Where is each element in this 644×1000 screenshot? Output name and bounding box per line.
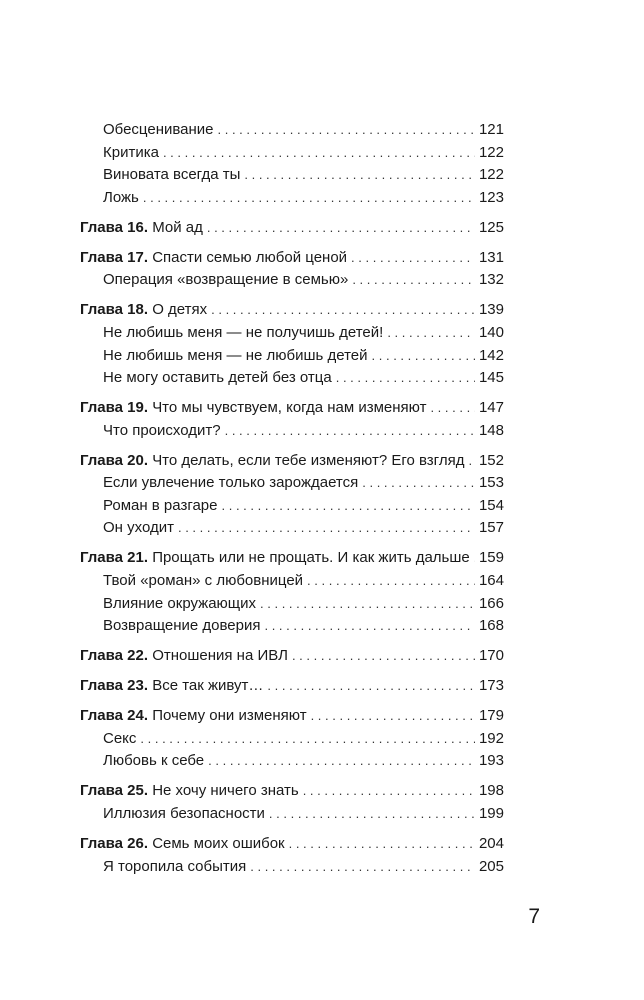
toc-section-entry [80, 517, 504, 540]
toc-page-number: 132 [478, 271, 504, 289]
dot-leader [143, 187, 475, 210]
toc-chapter-entry [80, 217, 504, 240]
toc-page-number: 145 [478, 369, 504, 387]
toc-entry-title: Влияние окружающих [103, 594, 257, 612]
toc-entry-text [80, 397, 426, 420]
chapter-label: Глава 23. [80, 677, 149, 695]
toc-entry-title: Секс [103, 729, 137, 747]
toc-section-entry [80, 593, 504, 616]
toc-chapter-entry [80, 705, 504, 728]
dot-leader [307, 570, 475, 593]
toc-entry-title: Семь моих ошибок [152, 834, 285, 852]
toc-entry-title: Что делать, если тебе изменяют? Его взгляд [152, 451, 465, 469]
toc-entry-text [103, 472, 358, 495]
dot-leader [269, 803, 475, 826]
dot-leader [289, 833, 475, 856]
toc-entry-text [103, 367, 332, 390]
toc-entry-text [103, 142, 159, 165]
chapter-label: Глава 24. [80, 707, 149, 725]
toc-entry-title: Твой «роман» с любовницей [103, 572, 304, 590]
toc-entry-text [103, 345, 368, 368]
toc-entry-title: Не любишь меня — не получишь детей! [103, 323, 384, 341]
toc-entry-text [103, 269, 348, 292]
toc-section-entry [80, 367, 504, 390]
toc-section-entry [80, 119, 504, 142]
toc-section-entry [80, 164, 504, 187]
toc-page-number: 199 [478, 804, 504, 822]
dot-leader [163, 142, 475, 165]
dot-leader [351, 247, 475, 270]
toc-entry-text [80, 833, 285, 856]
toc-section-entry [80, 495, 504, 518]
toc-page-number: 164 [478, 572, 504, 590]
toc-entry-title: Иллюзия безопасности [103, 804, 265, 822]
toc-entry-text [80, 217, 203, 240]
dot-leader [430, 397, 475, 420]
toc-entry-title: Критика [103, 143, 159, 161]
toc-chapter-entry [80, 780, 504, 803]
toc-page-number: 121 [478, 121, 504, 138]
toc-chapter-entry [80, 247, 504, 270]
toc-entry-text [103, 750, 204, 773]
dot-leader [352, 269, 475, 292]
toc-entry-text [103, 728, 136, 751]
toc-entry-text [103, 570, 303, 593]
toc-entry-title: О детях [152, 301, 208, 319]
toc-page-number: 147 [478, 399, 504, 417]
toc-entry-text [103, 164, 240, 187]
toc-page-number: 131 [478, 248, 504, 266]
toc-entry-text [103, 119, 214, 142]
toc-entry-title: Обесценивание [103, 121, 214, 138]
toc-entry-title: Виновата всегда ты [103, 166, 241, 184]
toc-page-number: 140 [478, 323, 504, 341]
dot-leader [303, 780, 475, 803]
dot-leader [468, 450, 475, 473]
chapter-label: Глава 16. [80, 218, 149, 236]
toc-chapter-entry [80, 397, 504, 420]
toc-page-number: 122 [478, 143, 504, 161]
toc-entry-title: Мой ад [152, 218, 203, 236]
dot-leader [362, 472, 475, 495]
toc-entry-title: Что происходит? [103, 421, 221, 439]
toc-page-number: 198 [478, 782, 504, 800]
toc-page-number: 168 [478, 617, 504, 635]
toc-entry-text [80, 675, 263, 698]
toc-section-entry [80, 570, 504, 593]
toc-entry-text [103, 322, 383, 345]
dot-leader [222, 495, 475, 518]
toc-page-number: 139 [478, 301, 504, 319]
chapter-label: Глава 19. [80, 399, 149, 417]
toc-entry-title: Что мы чувствуем, когда нам изменяют [152, 399, 427, 417]
toc-chapter-entry [80, 675, 504, 698]
toc-entry-text [80, 547, 470, 570]
toc-page-number: 123 [478, 188, 504, 206]
toc-page-number: 157 [478, 519, 504, 537]
toc-entry-title: Почему они изменяют [152, 707, 307, 725]
toc-page-number: 122 [478, 166, 504, 184]
toc-entry-text [103, 495, 218, 518]
toc-entry-text [80, 247, 347, 270]
toc-page-number: 179 [478, 707, 504, 725]
toc-section-entry [80, 803, 504, 826]
chapter-label: Глава 25. [80, 782, 149, 800]
toc-entry-title: Не любишь меня — не любишь детей [103, 346, 368, 364]
toc-entry-title: Все так живут… [152, 677, 264, 695]
dot-leader [208, 750, 475, 773]
chapter-label: Глава 21. [80, 549, 149, 567]
dot-leader [264, 615, 474, 638]
page-number: 7 [528, 905, 540, 928]
toc-section-entry [80, 269, 504, 292]
dot-leader [260, 593, 475, 616]
toc-entry-text [103, 615, 260, 638]
toc-chapter-entry [80, 547, 504, 570]
toc-entry-text [103, 517, 174, 540]
toc-page-number: 142 [478, 346, 504, 364]
toc-chapter-entry [80, 450, 504, 473]
toc-page-number: 154 [478, 496, 504, 514]
toc-section-entry [80, 187, 504, 210]
chapter-label: Глава 22. [80, 647, 149, 665]
toc-entry-title: Возвращение доверия [103, 617, 261, 635]
toc-page-number: 173 [478, 677, 504, 695]
toc-page-number: 152 [478, 451, 504, 469]
toc-page-number: 166 [478, 594, 504, 612]
toc-section-entry [80, 856, 504, 879]
toc-page-number: 192 [478, 729, 504, 747]
toc-entry-title: Прощать или не прощать. И как жить дальше [152, 549, 470, 567]
toc-section-entry [80, 472, 504, 495]
toc-page-number: 125 [478, 218, 504, 236]
toc-entry-title: Ложь [103, 188, 139, 206]
toc-entry-text [80, 780, 299, 803]
dot-leader [178, 517, 475, 540]
toc-entry-title: Любовь к себе [103, 752, 205, 770]
toc-section-entry [80, 420, 504, 443]
toc-entry-text [80, 299, 207, 322]
toc-entry-text [80, 645, 288, 668]
toc-page-number: 193 [478, 752, 504, 770]
toc-section-entry [80, 322, 504, 345]
dot-leader [250, 856, 475, 879]
toc-entry-text [103, 187, 139, 210]
dot-leader [387, 322, 475, 345]
toc-page-number: 170 [478, 647, 504, 665]
dot-leader [244, 164, 475, 187]
dot-leader [211, 299, 475, 322]
toc-entry-text [103, 593, 256, 616]
table-of-contents [80, 119, 504, 878]
toc-section-entry [80, 142, 504, 165]
toc-entry-title: Если увлечение только зарождается [103, 474, 359, 492]
toc-page-number: 148 [478, 421, 504, 439]
toc-entry-text [103, 856, 246, 879]
toc-entry-title: Отношения на ИВЛ [152, 647, 288, 665]
toc-section-entry [80, 345, 504, 368]
toc-chapter-entry [80, 645, 504, 668]
dot-leader [292, 645, 475, 668]
toc-chapter-entry [80, 833, 504, 856]
toc-section-entry [80, 750, 504, 773]
toc-entry-text [103, 420, 221, 443]
dot-leader [267, 675, 475, 698]
toc-chapter-entry [80, 299, 504, 322]
toc-entry-title: Он уходит [103, 519, 174, 537]
dot-leader [207, 217, 475, 240]
toc-section-entry [80, 728, 504, 751]
toc-entry-text [80, 450, 464, 473]
toc-page-number: 159 [478, 549, 504, 567]
chapter-label: Глава 26. [80, 834, 149, 852]
toc-entry-title: Не могу оставить детей без отца [103, 369, 332, 387]
dot-leader [372, 345, 475, 368]
dot-leader [311, 705, 475, 728]
dot-leader [336, 367, 475, 390]
dot-leader [140, 728, 475, 751]
toc-entry-title: Не хочу ничего знать [152, 782, 299, 800]
chapter-label: Глава 20. [80, 451, 149, 469]
chapter-label: Глава 18. [80, 301, 149, 319]
toc-entry-title: Операция «возвращение в семью» [103, 271, 349, 289]
toc-page-number: 205 [478, 857, 504, 875]
toc-entry-title: Я торопила события [103, 857, 247, 875]
toc-entry-text [103, 803, 265, 826]
toc-entry-title: Роман в разгаре [103, 496, 218, 514]
dot-leader [218, 119, 475, 142]
toc-section-entry [80, 615, 504, 638]
dot-leader [225, 420, 475, 443]
dot-leader [474, 547, 475, 570]
toc-entry-text [80, 705, 307, 728]
chapter-label: Глава 17. [80, 248, 149, 266]
toc-entry-title: Спасти семью любой ценой [152, 248, 348, 266]
toc-page-number: 153 [478, 474, 504, 492]
toc-page-number: 204 [478, 834, 504, 852]
